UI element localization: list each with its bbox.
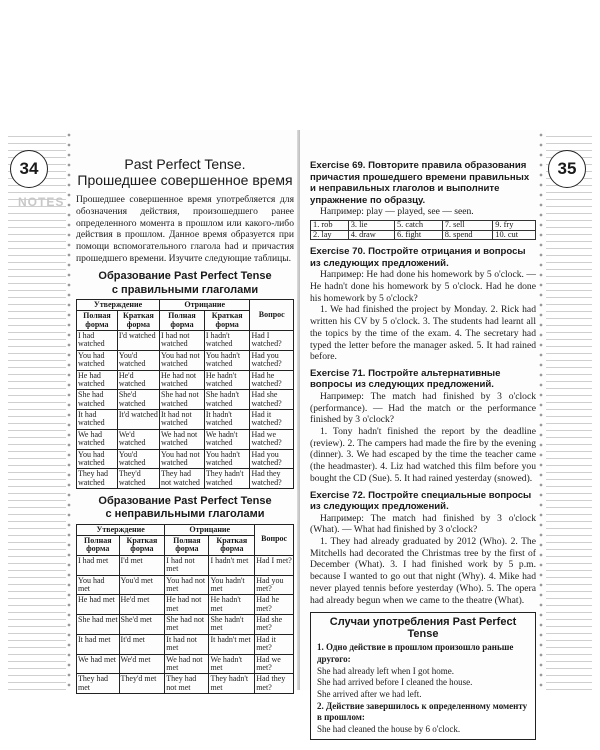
- table-cell: He hadn't watched: [204, 370, 250, 390]
- table-row: [77, 390, 294, 410]
- table-cell: She hadn't watched: [204, 390, 250, 410]
- table-cell: It had not watched: [160, 410, 205, 430]
- exercise-72-text: 1. They had already graduated by 2012 (Who). 2. The Mitchells had decorated the Christmas tree by the first of December (What). 3. I had finished work by 5 p.m. because I wanted to go out that night (Why). 4. Mike had never played tennis before yesterday (Who). 5. The opera had already begun when we came to the theatre (What).: [310, 535, 536, 606]
- table-row: [77, 634, 294, 654]
- table-cell: She hadn't met: [209, 615, 255, 635]
- table-cell: You hadn't met: [209, 575, 255, 595]
- th-affirm: Утверждение: [77, 524, 165, 535]
- table-cell: 3. lie: [348, 220, 394, 230]
- table-cell: She'd met: [119, 615, 165, 635]
- left-page: [8, 130, 300, 690]
- th-question: Вопрос: [250, 299, 294, 330]
- table-cell: 7. sell: [442, 220, 493, 230]
- table-irregular-body: [77, 555, 294, 693]
- table-irregular: [76, 524, 294, 695]
- table-cell: You had watched: [77, 449, 118, 469]
- table-cell: She had watched: [77, 390, 118, 410]
- table-cell: We had watched: [77, 429, 118, 449]
- exercise-72-example: Например: The match had finished by 3 o'clock (What). — What had finished by 3 o'clock?: [310, 512, 536, 536]
- table-cell: Had I met?: [255, 555, 294, 575]
- table-cell: You had not met: [165, 575, 209, 595]
- table-cell: I had met: [77, 555, 120, 575]
- table-cell: You had not watched: [160, 449, 205, 469]
- table1-title-1: Образование Past Perfect Tense: [98, 270, 272, 283]
- intro-text: Прошедшее совершенное время употребляется для обозначения действия, произошедшего ранее определенного момента в прошлом или какого-либо действия в прошлом. Данное время образуется при помощи вспомогательного глагола had и причастия прошедшего времени. Изучите следующие таблицы.: [76, 194, 294, 264]
- table-cell: Had they watched?: [250, 469, 294, 489]
- table-cell: 8. spend: [442, 230, 493, 240]
- th-sub: Полная форма: [77, 311, 118, 331]
- exercise-71-example: Например: The match had finished by 3 o'clock (performance). — Had the match or the performance finished by 3 o'clock?: [310, 390, 536, 426]
- table-cell: Had you watched?: [250, 449, 294, 469]
- table-cell: Had he met?: [255, 595, 294, 615]
- table-cell: Had it met?: [255, 634, 294, 654]
- table-cell: He'd watched: [117, 370, 159, 390]
- table-cell: We had met: [77, 654, 120, 674]
- table-row: [77, 595, 294, 615]
- table-cell: 5. catch: [394, 220, 442, 230]
- table1-title-2: с правильными глаголами: [111, 283, 259, 296]
- table-row: [77, 654, 294, 674]
- table-regular-body: [77, 330, 294, 488]
- table-cell: It had not met: [165, 634, 209, 654]
- table-cell: You hadn't watched: [204, 350, 250, 370]
- table-row: [77, 330, 294, 350]
- table2-title-1: Образование Past Perfect Tense: [98, 495, 272, 508]
- table-cell: She had met: [77, 615, 120, 635]
- exercise-72-title: Exercise 72. Постройте специальные вопросы из следующих предложений.: [310, 489, 532, 513]
- th-neg: Отрицание: [165, 524, 255, 535]
- margin-dots: [538, 130, 544, 690]
- table-cell: Had you watched?: [250, 350, 294, 370]
- table-cell: We had not watched: [160, 429, 205, 449]
- table-cell: I had not watched: [160, 330, 205, 350]
- table-row: [77, 469, 294, 489]
- table-cell: They hadn't watched: [204, 469, 250, 489]
- table-cell: It hadn't watched: [204, 410, 250, 430]
- th-sub: Краткая форма: [119, 535, 165, 555]
- table-cell: You had met: [77, 575, 120, 595]
- right-content: [310, 160, 536, 740]
- table-cell: We had not met: [165, 654, 209, 674]
- table-cell: It'd watched: [117, 410, 159, 430]
- table-cell: He had not watched: [160, 370, 205, 390]
- usage-box-title: Случаи употребления Past Perfect Tense: [329, 616, 517, 641]
- table-cell: They had watched: [77, 469, 118, 489]
- table-cell: We'd met: [119, 654, 165, 674]
- notes-label: NOTES: [18, 195, 65, 209]
- table-cell: You hadn't watched: [204, 449, 250, 469]
- table-cell: I'd met: [119, 555, 165, 575]
- left-content: [76, 130, 294, 694]
- exercise-70-title: Exercise 70. Постройте отрицания и вопросы из следующих предложений.: [310, 246, 526, 269]
- th-sub: Краткая форма: [117, 311, 159, 331]
- table-cell: 9. fry: [493, 220, 536, 230]
- table-cell: She had not met: [165, 615, 209, 635]
- usage-box: [310, 612, 536, 740]
- table-cell: Had she watched?: [250, 390, 294, 410]
- table-cell: 10. cut: [493, 230, 536, 240]
- th-sub: Полная форма: [77, 535, 120, 555]
- exercise-69-title: Exercise 69. Повторите правила образования причастия прошедшего времени правильных и неправильных глаголов и выполните упражнение по образцу.: [310, 160, 530, 206]
- table-cell: They'd met: [119, 674, 165, 694]
- table-cell: You had watched: [77, 350, 118, 370]
- table-row: [77, 575, 294, 595]
- th-neg: Отрицание: [160, 299, 250, 310]
- exercise-70-text: 1. We had finished the project by Monday. 2. Rick had written his CV by 5 o'clock. 3. The students had learnt all the topics by the time of the exam. 4. The secretary had typed the letter before the manager asked. 5. It had rained before.: [310, 304, 536, 363]
- table-cell: 1. rob: [311, 220, 349, 230]
- exercise-71-title: Exercise 71. Постройте альтернативные вопросы из следующих предложений.: [310, 367, 501, 391]
- th-question: Вопрос: [255, 524, 294, 555]
- table-cell: We'd watched: [117, 429, 159, 449]
- table-cell: They hadn't met: [209, 674, 255, 694]
- title-line-1: Past Perfect Tense.: [124, 156, 246, 172]
- table-cell: It had met: [77, 634, 120, 654]
- table-cell: She'd watched: [117, 390, 159, 410]
- exercise-70-example: Например: He had done his homework by 5 o'clock. — He hadn't done his homework by 5 o'clock. Had he done his homework by 5 o'clock?: [310, 269, 536, 304]
- usage-rule-1: 1. Одно действие в прошлом произошло раньше другого:: [317, 642, 514, 664]
- table-row: [77, 449, 294, 469]
- table-row: [77, 370, 294, 390]
- word-grid: [310, 220, 536, 241]
- usage-rule-2: 2. Действие завершилось к определенному моменту в прошлом:: [317, 700, 528, 723]
- table-cell: Had we met?: [255, 654, 294, 674]
- table-row: [77, 674, 294, 694]
- notes-lines: [8, 130, 66, 690]
- table-cell: They'd watched: [117, 469, 159, 489]
- table-cell: You had not watched: [160, 350, 205, 370]
- table-cell: He hadn't met: [209, 595, 255, 615]
- table-row: [77, 615, 294, 635]
- notes-lines: [546, 130, 592, 690]
- page-number-left: 34: [10, 150, 48, 188]
- table-cell: Had I watched?: [250, 330, 294, 350]
- table-cell: 6. fight: [394, 230, 442, 240]
- table2-title-2: с неправильными глаголами: [105, 508, 265, 521]
- usage-example: She had arrived before I cleaned the house.: [317, 677, 473, 688]
- table-row: [311, 220, 536, 230]
- table-cell: I hadn't met: [209, 555, 255, 575]
- table-cell: I hadn't watched: [204, 330, 250, 350]
- th-sub: Краткая форма: [204, 311, 250, 331]
- th-sub: Полная форма: [160, 311, 205, 331]
- page-number-right: 35: [548, 150, 586, 188]
- table-cell: Had you met?: [255, 575, 294, 595]
- table-cell: Had they met?: [255, 674, 294, 694]
- usage-example: She had cleaned the house by 6 o'clock.: [317, 724, 461, 735]
- table-cell: We hadn't watched: [204, 429, 250, 449]
- table-cell: She had not watched: [160, 390, 205, 410]
- margin-dots: [66, 130, 72, 690]
- table-cell: You'd watched: [117, 350, 159, 370]
- th-sub: Краткая форма: [209, 535, 255, 555]
- table-row: [77, 350, 294, 370]
- table-row: [77, 429, 294, 449]
- table-cell: You'd watched: [117, 449, 159, 469]
- table-cell: Had she met?: [255, 615, 294, 635]
- th-sub: Полная форма: [165, 535, 209, 555]
- table-cell: Had we watched?: [250, 429, 294, 449]
- usage-example: She had already left when I got home.: [317, 665, 454, 676]
- table-cell: He'd met: [119, 595, 165, 615]
- table-cell: 2. lay: [311, 230, 349, 240]
- table-row: [77, 410, 294, 430]
- table-row: [77, 555, 294, 575]
- th-affirm: Утверждение: [77, 299, 160, 310]
- table-cell: I had watched: [77, 330, 118, 350]
- table-cell: He had not met: [165, 595, 209, 615]
- usage-example: She arrived after we had left.: [317, 688, 422, 699]
- table-cell: They had not met: [165, 674, 209, 694]
- table-cell: I had not met: [165, 555, 209, 575]
- right-page: [300, 130, 592, 735]
- table-cell: It had watched: [77, 410, 118, 430]
- table-cell: He had watched: [77, 370, 118, 390]
- table-regular: [76, 299, 294, 489]
- exercise-69-example: Например: play — played, see — seen.: [320, 206, 474, 217]
- title-line-2: Прошедшее совершенное время: [77, 172, 293, 189]
- table-cell: They had met: [77, 674, 120, 694]
- table-cell: They had not watched: [160, 469, 205, 489]
- table-cell: It'd met: [119, 634, 165, 654]
- table-cell: 4. draw: [348, 230, 394, 240]
- table-cell: We hadn't met: [209, 654, 255, 674]
- table-cell: It hadn't met: [209, 634, 255, 654]
- table-cell: You'd met: [119, 575, 165, 595]
- exercise-71-text: 1. Tony hadn't finished the report by the deadline (review). 2. The campers had made the fire by the evening (dinner). 3. We had escaped by the time the teacher came (the headmaster). 4. Liz had watched this film before you bought the CD (Sue). 5. It had rained yesterday (snowed).: [310, 426, 536, 484]
- table-cell: Had it watched?: [250, 410, 294, 430]
- table-cell: He had met: [77, 595, 120, 615]
- table-cell: Had he watched?: [250, 370, 294, 390]
- table-cell: I'd watched: [117, 330, 159, 350]
- table-row: [311, 230, 536, 240]
